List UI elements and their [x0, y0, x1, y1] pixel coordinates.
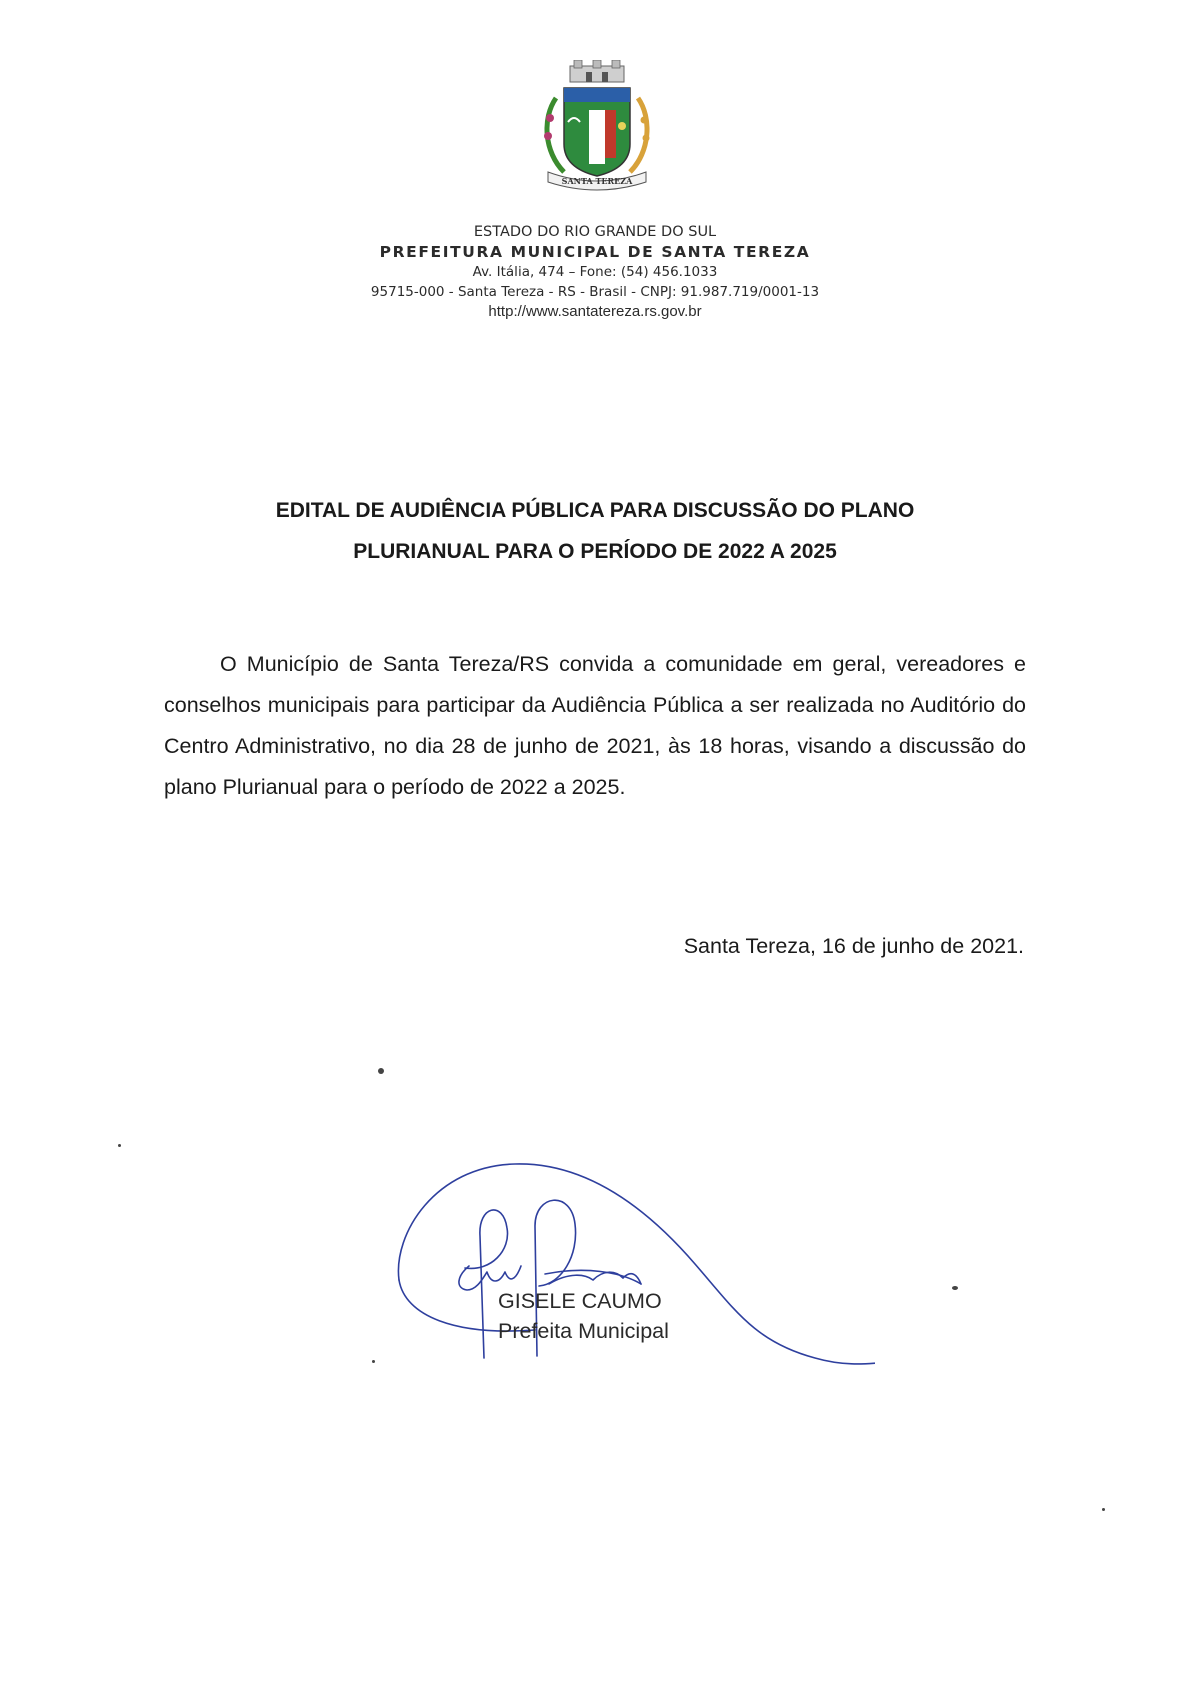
scan-speck: [378, 1068, 384, 1074]
document-title-line-1: EDITAL DE AUDIÊNCIA PÚBLICA PARA DISCUSSÃO DO PLANO: [275, 499, 915, 522]
letterhead-address: Av. Itália, 474 – Fone: (54) 456.1033: [472, 264, 718, 280]
handwritten-signature: [395, 1146, 875, 1406]
signer-name: GISELE CAUMO: [498, 1289, 662, 1313]
scan-speck: [372, 1360, 375, 1363]
document-place-date: Santa Tereza, 16 de junho de 2021.: [683, 934, 1024, 958]
letterhead-state: ESTADO DO RIO GRANDE DO SUL: [473, 224, 717, 240]
signer-role: Prefeita Municipal: [498, 1319, 669, 1343]
crest-banner-text: SANTA TEREZA: [561, 176, 633, 186]
document-body-paragraph: O Município de Santa Tereza/RS convida a comunidade em geral, vereadores e conselhos municipais para participar da Audiência Pública a ser realizada no Auditório do Centro Administrativo, no dia 28 de junho de 2021, às 18 horas, visando a discussão do plano Plurianual para o período de 2022 a 2025.: [164, 652, 1026, 799]
letterhead-office: PREFEITURA MUNICIPAL DE SANTA TEREZA: [379, 243, 811, 261]
coat-of-arms-icon: [538, 60, 656, 192]
signer-block: [498, 1286, 669, 1346]
document-body: [164, 644, 1026, 808]
scan-speck: [1102, 1508, 1105, 1511]
document-title-line-2: PLURIANUAL PARA O PERÍODO DE 2022 A 2025: [353, 540, 837, 563]
scan-speck: [118, 1144, 121, 1147]
letterhead-postal: 95715-000 - Santa Tereza - RS - Brasil - CNPJ: 91.987.719/0001-13: [370, 284, 820, 300]
document-title: [150, 490, 1040, 572]
scan-speck: [952, 1286, 958, 1290]
letterhead: [0, 222, 1190, 322]
letterhead-website: http://www.santatereza.rs.gov.br: [488, 303, 702, 320]
